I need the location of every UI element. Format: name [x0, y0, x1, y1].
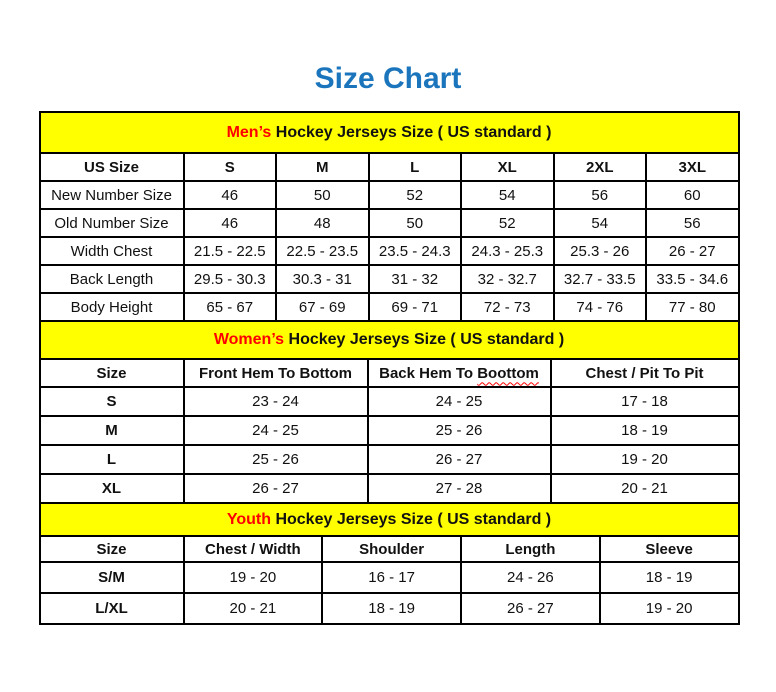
- section-title-rest: Hockey Jerseys Size ( US standard ): [271, 123, 552, 141]
- cell-value: 19 - 20: [184, 562, 323, 593]
- cell-value: 56: [554, 181, 647, 209]
- table-row: [40, 237, 739, 265]
- cell-value: 32.7 - 33.5: [554, 265, 647, 293]
- column-header: S: [184, 153, 277, 181]
- section-title: [40, 112, 739, 153]
- men-column-header-row: [40, 153, 739, 181]
- misspelled-word: Boottom: [477, 364, 539, 382]
- table-row: [40, 181, 739, 209]
- cell-value: 22.5 - 23.5: [276, 237, 369, 265]
- row-label: Body Height: [40, 293, 184, 321]
- column-header: US Size: [40, 153, 184, 181]
- column-header: Size: [40, 536, 184, 562]
- youth-column-header-row: [40, 536, 739, 562]
- table-row: [40, 474, 739, 503]
- table-row: [40, 562, 739, 593]
- cell-value: 24.3 - 25.3: [461, 237, 554, 265]
- cell-value: 18 - 19: [322, 593, 461, 624]
- table-row: [40, 445, 739, 474]
- section-title-accent: Women’s: [213, 331, 285, 348]
- column-header: Front Hem To Bottom: [184, 359, 368, 387]
- column-header: Chest / Width: [184, 536, 323, 562]
- men-size-table: [39, 111, 740, 322]
- table-row: [40, 293, 739, 321]
- cell-value: 26 - 27: [184, 474, 368, 503]
- cell-value: 25 - 26: [368, 416, 551, 445]
- column-header-text: Back Hem To: [379, 364, 478, 382]
- cell-value: 50: [276, 181, 369, 209]
- column-header: Chest / Pit To Pit: [551, 359, 739, 387]
- section-title: [40, 321, 739, 359]
- cell-value: 67 - 69: [276, 293, 369, 321]
- row-label: L/XL: [40, 593, 184, 624]
- row-label: S/M: [40, 562, 184, 593]
- row-label: Width Chest: [40, 237, 184, 265]
- row-label: S: [40, 387, 184, 416]
- cell-value: 32 - 32.7: [461, 265, 554, 293]
- cell-value: 33.5 - 34.6: [646, 265, 739, 293]
- row-label: Old Number Size: [40, 209, 184, 237]
- cell-value: 18 - 19: [551, 416, 739, 445]
- row-label: M: [40, 416, 184, 445]
- cell-value: 77 - 80: [646, 293, 739, 321]
- section-title: [40, 503, 739, 536]
- cell-value: 74 - 76: [554, 293, 647, 321]
- cell-value: 46: [184, 181, 277, 209]
- column-header: M: [276, 153, 369, 181]
- cell-value: 21.5 - 22.5: [184, 237, 277, 265]
- column-header: [368, 359, 551, 387]
- cell-value: 31 - 32: [369, 265, 462, 293]
- women-column-header-row: [40, 359, 739, 387]
- row-label: XL: [40, 474, 184, 503]
- column-header: L: [369, 153, 462, 181]
- cell-value: 17 - 18: [551, 387, 739, 416]
- cell-value: 52: [461, 209, 554, 237]
- row-label: New Number Size: [40, 181, 184, 209]
- column-header: XL: [461, 153, 554, 181]
- table-row: [40, 416, 739, 445]
- cell-value: 27 - 28: [368, 474, 551, 503]
- cell-value: 18 - 19: [600, 562, 739, 593]
- section-title-accent: Youth: [226, 510, 271, 528]
- cell-value: 26 - 27: [368, 445, 551, 474]
- youth-size-table: [39, 502, 740, 625]
- column-header: Sleeve: [600, 536, 739, 562]
- column-header: Shoulder: [322, 536, 461, 562]
- cell-value: 46: [184, 209, 277, 237]
- section-title-accent: Men’s: [226, 123, 272, 141]
- cell-value: 56: [646, 209, 739, 237]
- cell-value: 25.3 - 26: [554, 237, 647, 265]
- page-title: Size Chart: [314, 62, 462, 95]
- column-header: 2XL: [554, 153, 647, 181]
- row-label: L: [40, 445, 184, 474]
- table-row: [40, 593, 739, 624]
- cell-value: 69 - 71: [369, 293, 462, 321]
- size-chart: [39, 111, 738, 625]
- table-row: [40, 387, 739, 416]
- cell-value: 26 - 27: [646, 237, 739, 265]
- cell-value: 72 - 73: [461, 293, 554, 321]
- cell-value: 19 - 20: [551, 445, 739, 474]
- cell-value: 23.5 - 24.3: [369, 237, 462, 265]
- cell-value: 60: [646, 181, 739, 209]
- cell-value: 16 - 17: [322, 562, 461, 593]
- cell-value: 24 - 25: [368, 387, 551, 416]
- table-row: [40, 265, 739, 293]
- section-title-rest: Hockey Jerseys Size ( US standard ): [284, 331, 565, 348]
- cell-value: 20 - 21: [551, 474, 739, 503]
- women-size-table: [39, 320, 740, 504]
- cell-value: 19 - 20: [600, 593, 739, 624]
- cell-value: 54: [554, 209, 647, 237]
- cell-value: 23 - 24: [184, 387, 368, 416]
- youth-section-banner: [40, 503, 739, 536]
- column-header: 3XL: [646, 153, 739, 181]
- cell-value: 54: [461, 181, 554, 209]
- cell-value: 48: [276, 209, 369, 237]
- row-label: Back Length: [40, 265, 184, 293]
- cell-value: 52: [369, 181, 462, 209]
- column-header: Size: [40, 359, 184, 387]
- cell-value: 65 - 67: [184, 293, 277, 321]
- section-title-rest: Hockey Jerseys Size ( US standard ): [271, 510, 552, 528]
- table-row: [40, 209, 739, 237]
- column-header: Length: [461, 536, 600, 562]
- cell-value: 24 - 25: [184, 416, 368, 445]
- cell-value: 20 - 21: [184, 593, 323, 624]
- cell-value: 26 - 27: [461, 593, 600, 624]
- cell-value: 29.5 - 30.3: [184, 265, 277, 293]
- women-section-banner: [40, 321, 739, 359]
- cell-value: 50: [369, 209, 462, 237]
- cell-value: 25 - 26: [184, 445, 368, 474]
- cell-value: 24 - 26: [461, 562, 600, 593]
- cell-value: 30.3 - 31: [276, 265, 369, 293]
- men-section-banner: [40, 112, 739, 153]
